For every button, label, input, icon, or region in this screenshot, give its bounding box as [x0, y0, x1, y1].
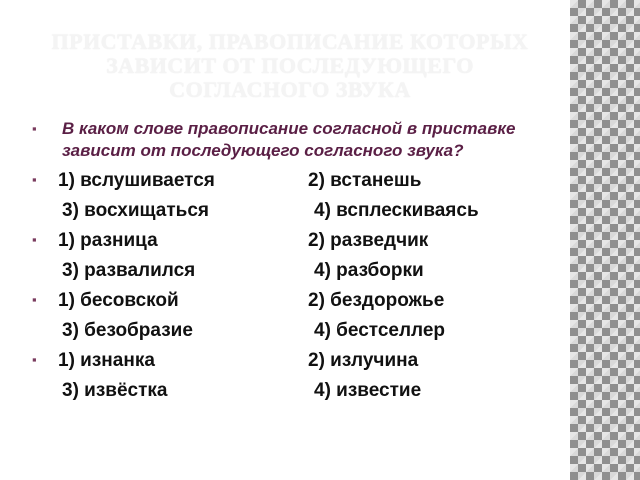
option-4: 4) известие: [314, 380, 422, 401]
option-2: 2) разведчик: [308, 230, 429, 251]
slide-title: ПРИСТАВКИ, ПРАВОПИСАНИЕ КОТОРЫХ ЗАВИСИТ ОТ ПОСЛЕДУЮЩЕГО СОГЛАСНОГО ЗВУКА: [51, 29, 529, 102]
option-3: 3) извёстка: [62, 380, 168, 401]
bullet-icon: ▪: [32, 232, 37, 247]
option-1: 1) изнанка: [58, 350, 155, 371]
option-1: 1) бесовской: [58, 290, 179, 311]
decorative-diamond-strip: [570, 0, 640, 480]
answer-row: [32, 256, 562, 286]
bullet-icon: ▪: [32, 352, 37, 367]
option-4: 4) разборки: [314, 260, 424, 281]
option-1: 1) вслушивается: [58, 170, 215, 191]
answer-row: [32, 346, 562, 376]
question-item: [32, 118, 562, 162]
option-3: 3) развалился: [62, 260, 196, 281]
option-1: 1) разница: [58, 230, 158, 251]
answer-row: [32, 196, 562, 226]
answer-row: [32, 316, 562, 346]
answer-row: [32, 226, 562, 256]
option-4: 4) бестселлер: [314, 320, 446, 341]
bullet-icon: ▪: [32, 292, 37, 307]
option-3: 3) безобразие: [62, 320, 193, 341]
option-2: 2) бездорожье: [308, 290, 445, 311]
option-2: 2) встанешь: [308, 170, 422, 191]
option-3: 3) восхищаться: [62, 200, 209, 221]
answer-row: [32, 166, 562, 196]
option-2: 2) излучина: [308, 350, 419, 371]
question-text: В каком слове правописание согласной в приставке зависит от последующего согласного звука?: [62, 119, 516, 160]
answer-row: [32, 376, 562, 406]
bullet-icon: ▪: [32, 121, 37, 136]
answer-row: [32, 286, 562, 316]
slide-content: [32, 118, 562, 406]
bullet-icon: ▪: [32, 172, 37, 187]
option-4: 4) всплескиваясь: [314, 200, 479, 221]
